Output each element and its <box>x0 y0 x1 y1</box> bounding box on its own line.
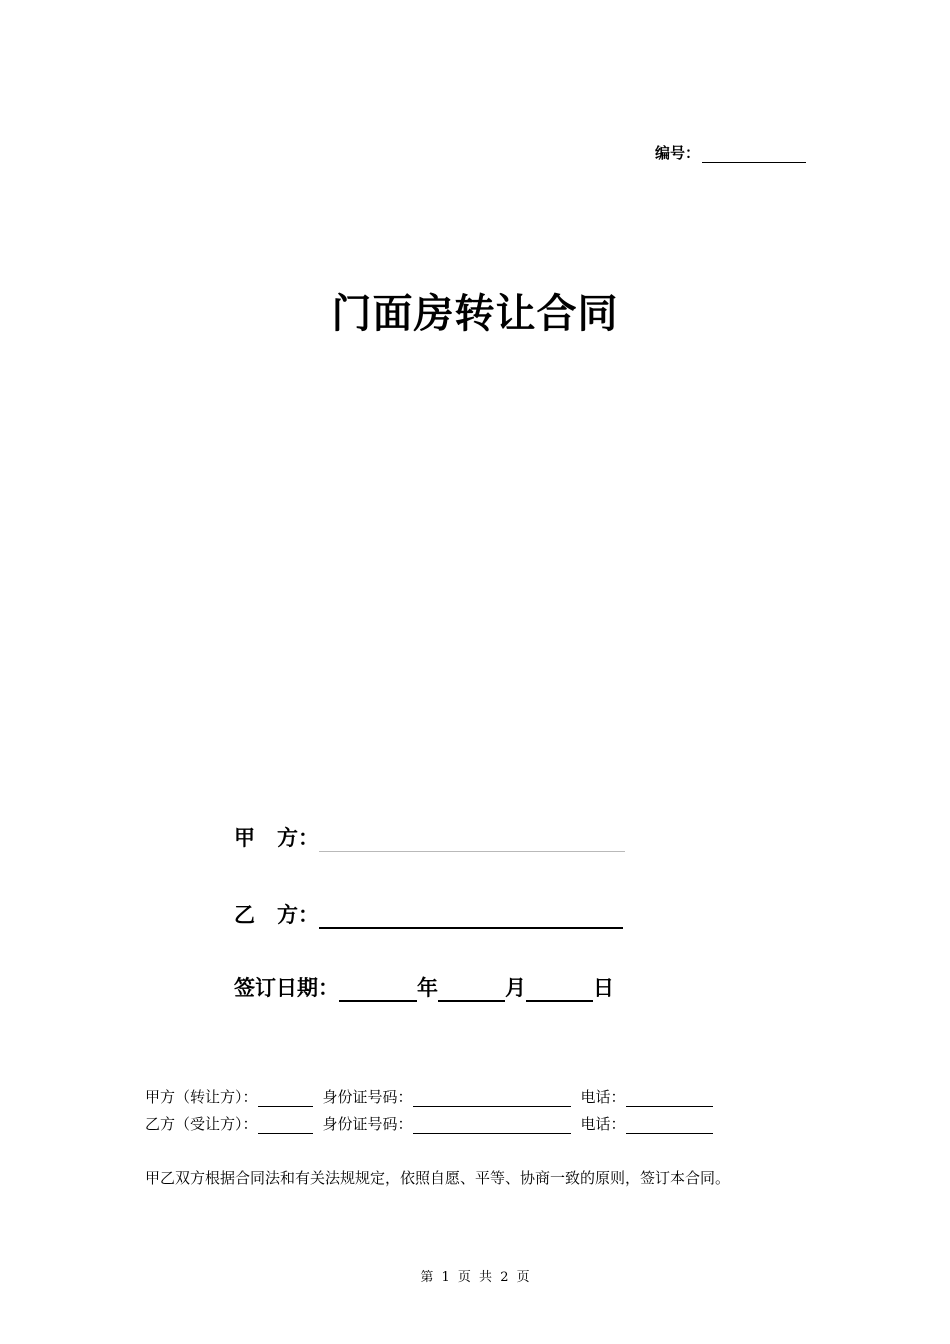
page-footer: 第 1 页 共 2 页 <box>420 1270 530 1285</box>
cover-party-b-label: 乙 <box>234 903 255 927</box>
contract-number-blank[interactable] <box>702 148 806 163</box>
info-party-a-label: 甲方（转让方）： <box>145 1088 258 1106</box>
document-title: 门面房转让合同 <box>331 291 619 337</box>
sign-day-label: 日 <box>593 976 614 1000</box>
sign-date <box>234 972 614 1002</box>
sign-month-blank[interactable] <box>438 980 505 1002</box>
info-party-b-id-label: 身份证号码： <box>322 1115 413 1133</box>
info-party-b-id-blank[interactable] <box>413 1119 571 1134</box>
info-party-a-id-label: 身份证号码： <box>322 1088 413 1106</box>
intro-paragraph: 甲乙双方根据合同法和有关法规规定，依照自愿、平等、协商一致的原则，签订本合同。 <box>145 1169 731 1187</box>
info-party-b-phone-blank[interactable] <box>626 1119 713 1134</box>
sign-month-label: 月 <box>505 976 526 1000</box>
cover-party-b-suffix: 方： <box>277 903 319 927</box>
info-party-a-row <box>145 1086 713 1107</box>
cover-party-a-label: 甲 <box>234 826 255 850</box>
info-party-b-label: 乙方（受让方）： <box>145 1115 258 1133</box>
info-party-a-phone-label: 电话： <box>580 1088 626 1106</box>
info-party-a-name-blank[interactable] <box>258 1092 313 1107</box>
info-party-b-phone-label: 电话： <box>580 1115 626 1133</box>
cover-party-a-suffix: 方： <box>277 826 319 850</box>
cover-party-b-blank[interactable] <box>319 907 623 929</box>
sign-date-label: 签订日期： <box>234 976 339 1000</box>
info-party-a-phone-blank[interactable] <box>626 1092 713 1107</box>
sign-year-blank[interactable] <box>339 980 417 1002</box>
info-party-b-name-blank[interactable] <box>258 1119 313 1134</box>
info-party-a-id-blank[interactable] <box>413 1092 571 1107</box>
info-party-b-row <box>145 1113 713 1134</box>
contract-number <box>655 142 806 163</box>
cover-party-a <box>234 822 625 852</box>
sign-day-blank[interactable] <box>526 980 593 1002</box>
cover-party-a-blank[interactable] <box>319 831 625 852</box>
cover-party-b <box>234 899 623 929</box>
sign-year-label: 年 <box>417 976 438 1000</box>
contract-number-label: 编号： <box>655 144 701 162</box>
